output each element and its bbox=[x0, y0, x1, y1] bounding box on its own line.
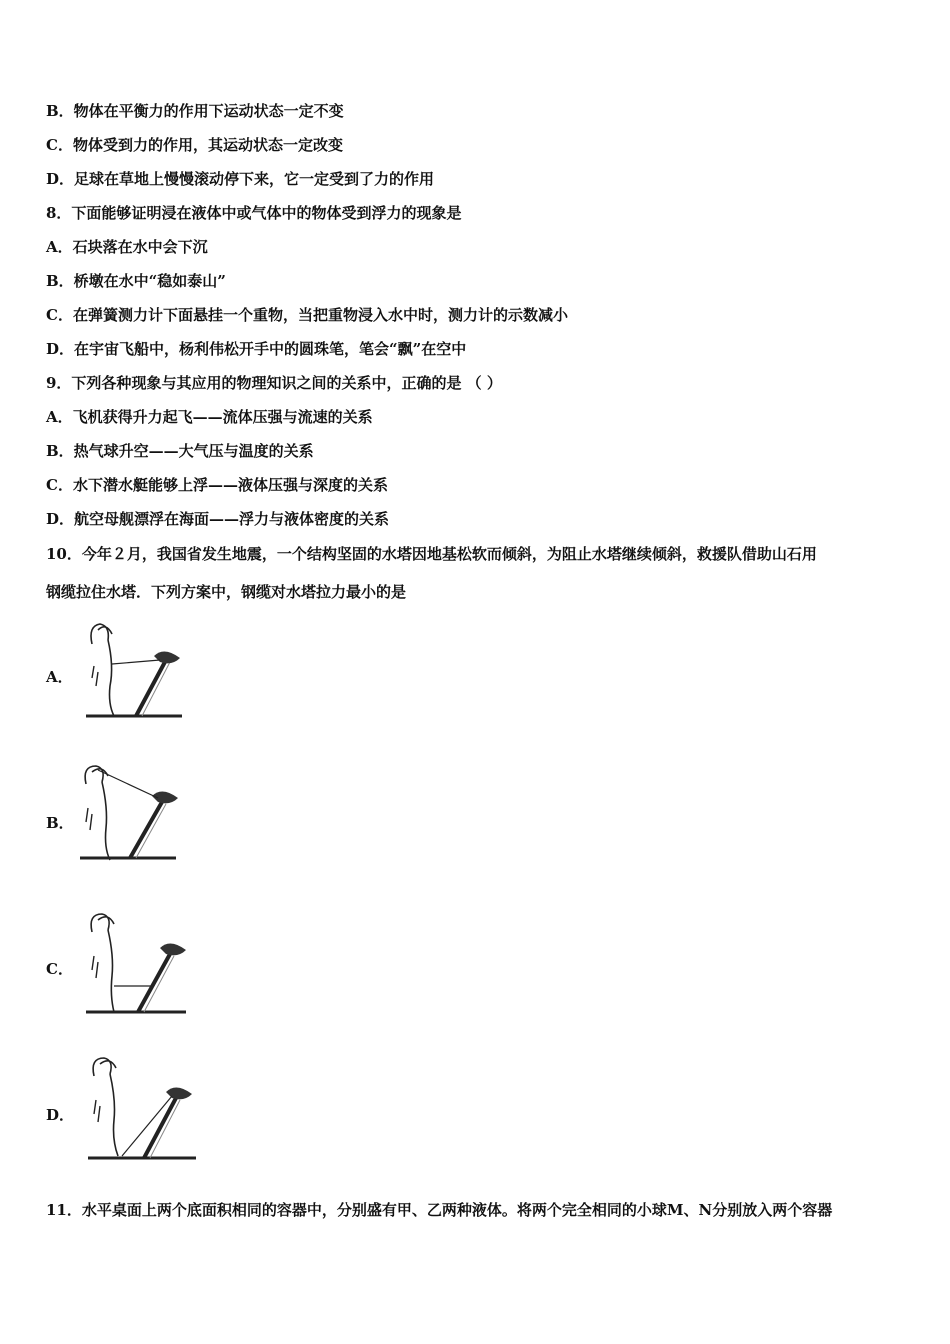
figure-c bbox=[80, 908, 190, 1018]
option-7c: C．物体受到力的作用，其运动状态一定改变 bbox=[46, 136, 343, 154]
tower-diagram-d-icon bbox=[82, 1052, 202, 1167]
tower-diagram-a-icon bbox=[80, 616, 190, 721]
option-10d-label: D． bbox=[46, 1106, 75, 1124]
option-8d: D．在宇宙飞船中，杨利伟松开手中的圆珠笔，笔会“飘”在空中 bbox=[46, 340, 467, 358]
figure-a bbox=[80, 616, 190, 721]
question-11: 11．水平桌面上两个底面积相同的容器中，分别盛有甲、乙两种液体。将两个完全相同的小球M、N分别放入两个容器 bbox=[46, 1201, 833, 1219]
option-10b-label: B． bbox=[46, 814, 74, 832]
tower-diagram-c-icon bbox=[80, 908, 190, 1018]
option-9a: A．飞机获得升力起飞——流体压强与流速的关系 bbox=[46, 408, 373, 426]
question-10: 10．今年２月，我国省发生地震，一个结构坚固的水塔因地基松软而倾斜，为阻止水塔继续倾斜，救援队借助山石用 bbox=[46, 545, 817, 563]
question-10-cont: 钢缆拉住水塔．下列方案中，钢缆对水塔拉力最小的是 bbox=[46, 583, 407, 601]
question-9: 9．下列各种现象与其应用的物理知识之间的关系中，正确的是 （ ） bbox=[46, 374, 502, 392]
option-9d: D．航空母舰漂浮在海面——浮力与液体密度的关系 bbox=[46, 510, 390, 528]
question-8: 8．下面能够证明浸在液体中或气体中的物体受到浮力的现象是 bbox=[46, 204, 462, 222]
tower-diagram-b-icon bbox=[74, 760, 184, 865]
option-9c: C．水下潜水艇能够上浮——液体压强与深度的关系 bbox=[46, 476, 388, 494]
option-8a: A．石块落在水中会下沉 bbox=[46, 238, 208, 256]
figure-d bbox=[82, 1052, 202, 1167]
option-8c: C．在弹簧测力计下面悬挂一个重物，当把重物浸入水中时，测力计的示数减小 bbox=[46, 306, 568, 324]
option-7b: B．物体在平衡力的作用下运动状态一定不变 bbox=[46, 102, 344, 120]
option-10a-label: A． bbox=[46, 668, 73, 686]
option-7d: D．足球在草地上慢慢滚动停下来，它一定受到了力的作用 bbox=[46, 170, 435, 188]
option-10c-label: C． bbox=[46, 960, 73, 978]
option-9b: B．热气球升空——大气压与温度的关系 bbox=[46, 442, 314, 460]
figure-b bbox=[74, 760, 184, 865]
option-8b: B．桥墩在水中“稳如泰山” bbox=[46, 272, 226, 290]
